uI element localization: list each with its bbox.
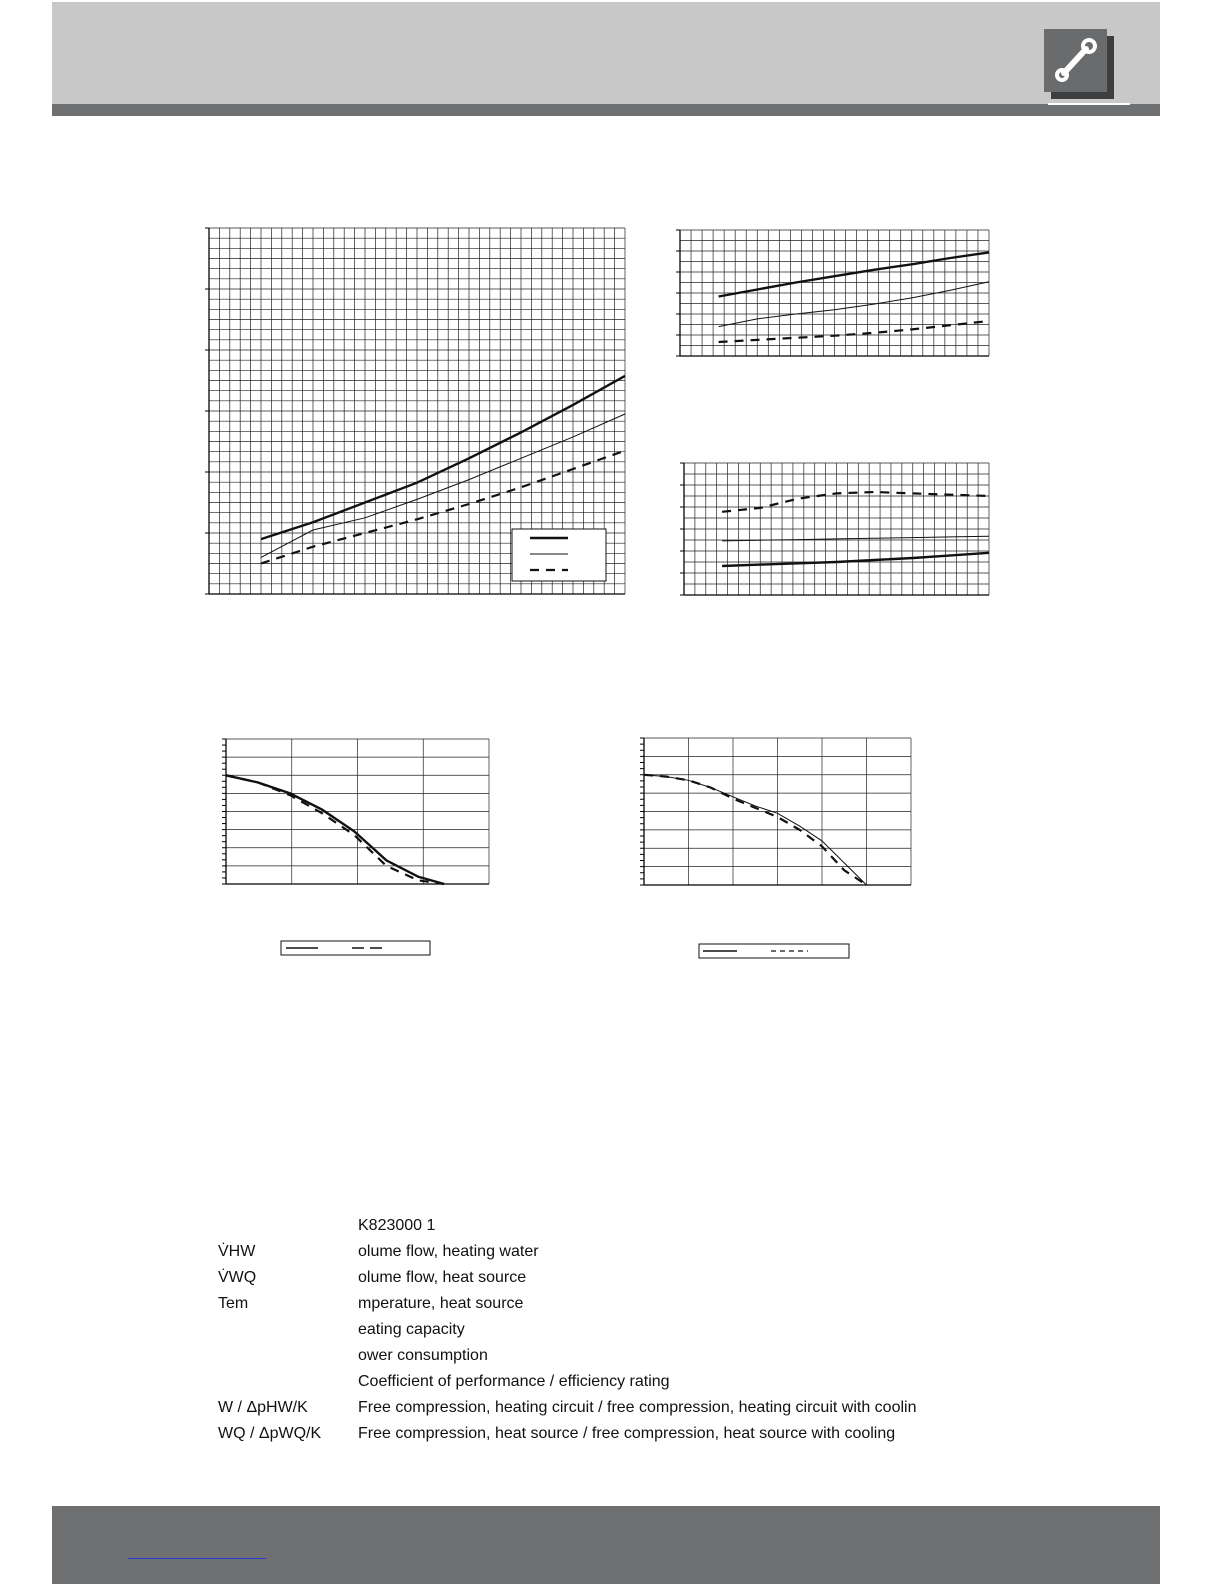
badge-underline (1048, 103, 1130, 105)
footer-link[interactable] (128, 1558, 266, 1559)
footer-band (52, 1506, 1160, 1584)
header-rule (52, 104, 1160, 116)
legend-desc: K823000 1 (358, 1217, 436, 1234)
series-line-2 (719, 282, 989, 327)
legend-desc: olume flow, heat source (358, 1269, 527, 1286)
series-line-3 (261, 451, 625, 564)
series-line-1 (719, 252, 989, 296)
series-line-3 (722, 553, 989, 566)
legend-abbr (218, 1369, 338, 1395)
legend-desc: olume flow, heating water (358, 1243, 539, 1260)
pressure-legend-right (699, 944, 849, 958)
series-line-2 (261, 414, 625, 557)
series-line-1 (644, 775, 867, 885)
legend-desc: mperature, heat source (358, 1295, 524, 1312)
legend-abbr: V̇HW (218, 1243, 256, 1260)
wrench-icon (1044, 29, 1107, 92)
series-line-2 (722, 536, 989, 541)
legend-desc: ower consumption (358, 1347, 488, 1364)
legend-abbr (218, 1317, 338, 1343)
series-line-1 (722, 492, 989, 512)
series-line-1 (261, 376, 625, 539)
series-line-1 (226, 775, 444, 884)
header-band (52, 2, 1160, 104)
legend-abbr: Tem (218, 1295, 249, 1312)
legend-desc: Free compression, heating circuit / free compression, heating circuit with coolin (358, 1399, 917, 1416)
pressure-legend-left (281, 941, 430, 955)
legend-abbr: WQ / ΔpWQ/K (218, 1425, 322, 1442)
legend-box (512, 529, 606, 581)
legend-abbr: W / ΔpHW/K (218, 1399, 308, 1416)
legend-desc: Free compression, heat source / free compression, heat source with cooling (358, 1425, 896, 1442)
series-line-2 (226, 775, 444, 884)
series-line-3 (719, 321, 989, 342)
legend-desc: eating capacity (358, 1321, 465, 1338)
series-line-2 (644, 775, 867, 885)
legend-abbr: V̇WQ (218, 1269, 257, 1286)
legend-abbr (218, 1213, 338, 1239)
legend-desc: Coefficient of performance / efficiency rating (358, 1373, 670, 1390)
legend-abbr (218, 1343, 338, 1369)
